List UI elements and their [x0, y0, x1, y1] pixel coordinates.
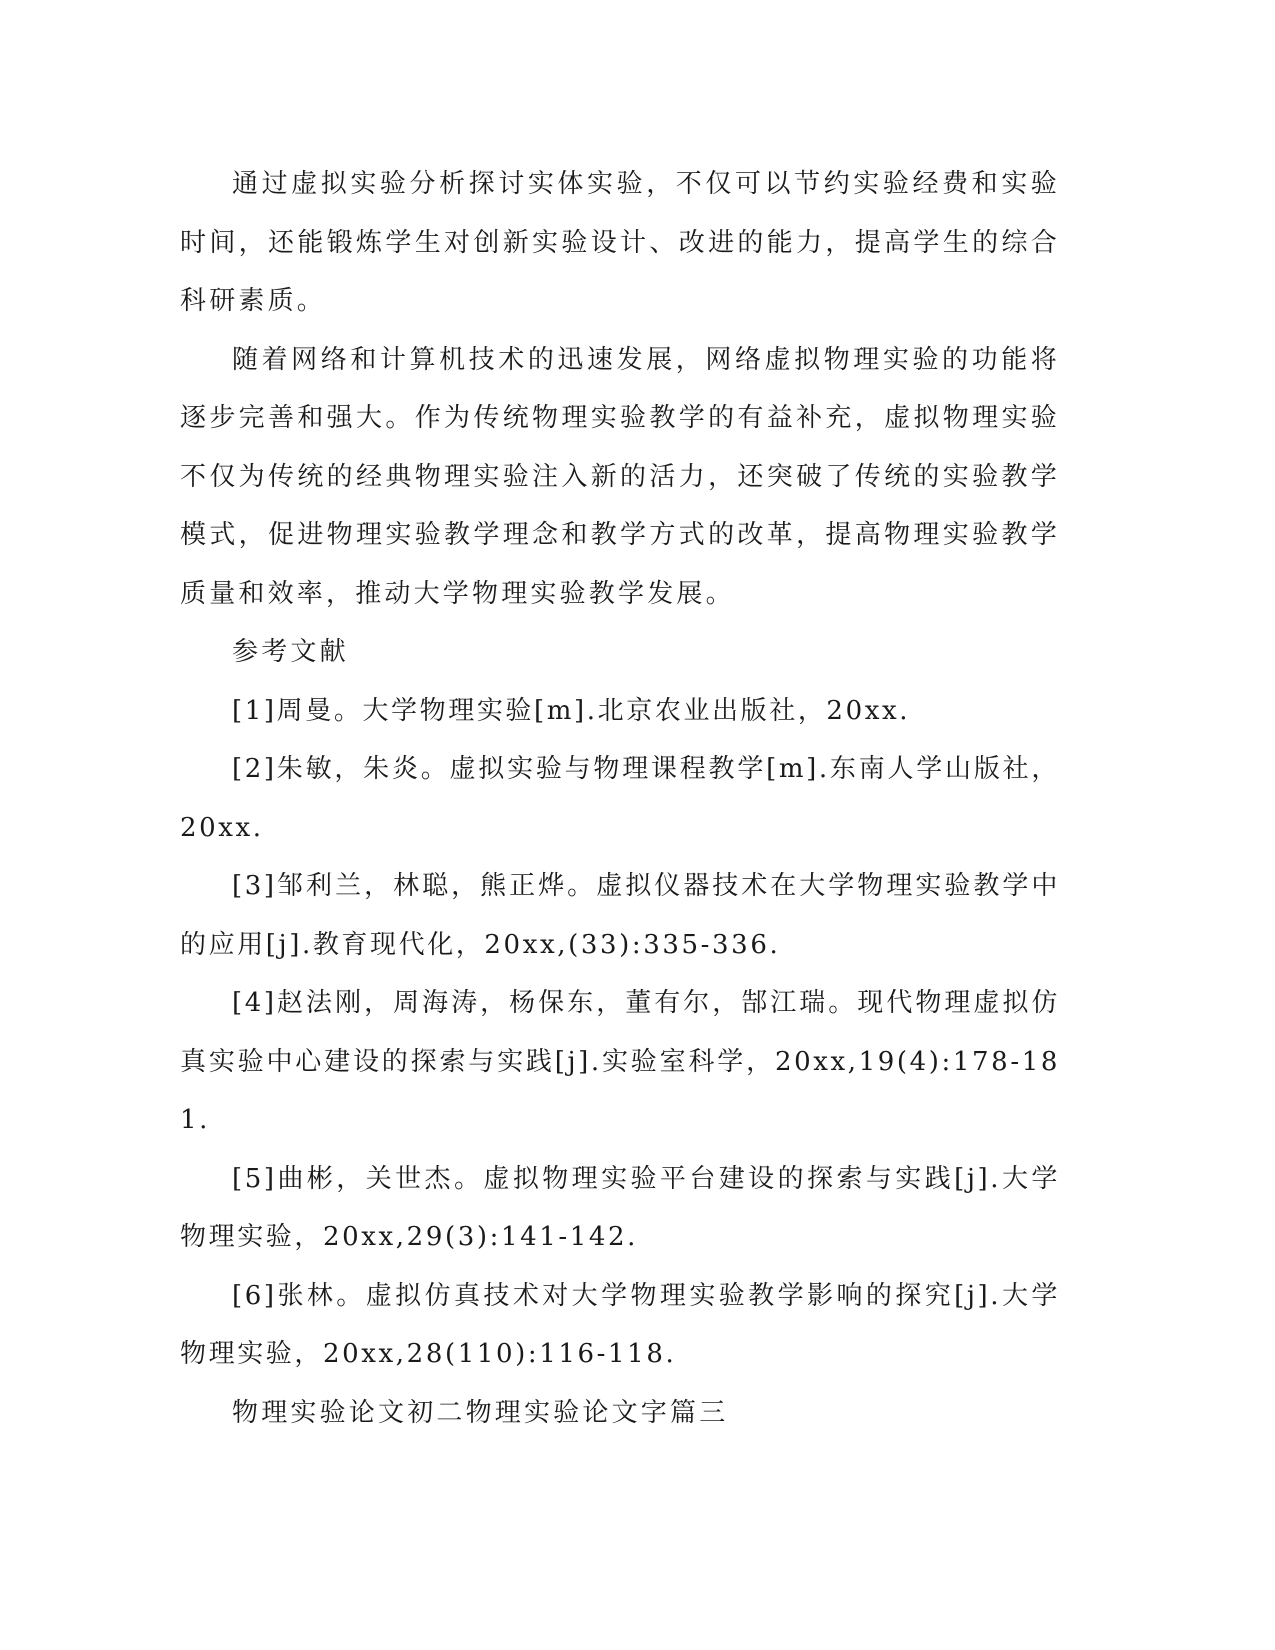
- reference-item-4: [4]赵法刚，周海涛，杨保东，董有尔，郜江瑞。现代物理虚拟仿真实验中心建设的探索与实践[j].实验室科学，20xx,19(4):178-181.: [180, 988, 1060, 1135]
- references-heading: 参考文献: [232, 637, 349, 667]
- next-section-title: 物理实验论文初二物理实验论文字篇三: [232, 1397, 729, 1428]
- reference-item-5: [5]曲彬，关世杰。虚拟物理实验平台建设的探索与实践[j].大学物理实验，20xx,29(3):141-142.: [180, 1163, 1060, 1252]
- reference-item-3: [3]邹利兰，林聪，熊正烨。虚拟仪器技术在大学物理实验教学中的应用[j].教育现代化，20xx,(33):335-336.: [180, 871, 1060, 960]
- reference-item-6: [6]张林。虚拟仿真技术对大学物理实验教学影响的探究[j].大学物理实验，20xx,28(110):116-118.: [180, 1280, 1060, 1369]
- reference-item-1: [1]周曼。大学物理实验[m].北京农业出版社，20xx.: [232, 695, 911, 726]
- body-paragraph-2: 随着网络和计算机技术的迅速发展，网络虚拟物理实验的功能将逐步完善和强大。作为传统物理实验教学的有益补充，虚拟物理实验不仅为传统的经典物理实验注入新的活力，还突破了传统的实验教学模式，促进物理实验教学理念和教学方式的改革，提高物理实验教学质量和效率，推动大学物理实验教学发展。: [180, 344, 1060, 609]
- reference-item-2: [2]朱敏，朱炎。虚拟实验与物理课程教学[m].东南人学山版社，20xx.: [180, 754, 1060, 843]
- body-paragraph-1: 通过虚拟实验分析探讨实体实验，不仅可以节约实验经费和实验时间，还能锻炼学生对创新实验设计、改进的能力，提高学生的综合科研素质。: [180, 169, 1060, 316]
- document-page: [180, 155, 1060, 1442]
